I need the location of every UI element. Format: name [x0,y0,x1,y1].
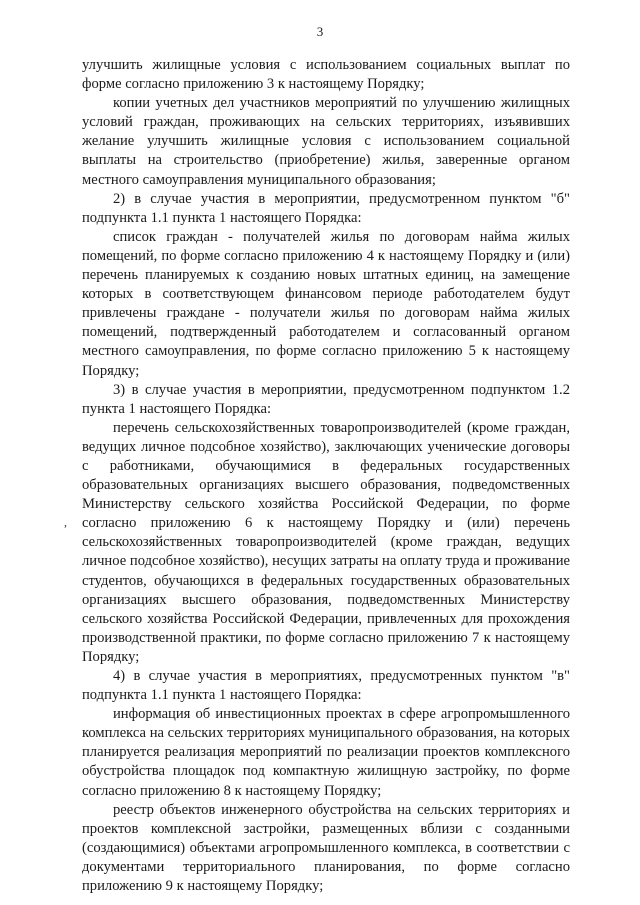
paragraph-7: 4) в случае участия в мероприятиях, предусмотренных пунктом "в" подпункта 1.1 пункта 1 настоящего Порядка: [82,668,570,704]
paragraph-2: копии учетных дел участников мероприятий по улучшению жилищных условий граждан, проживающих на сельских территориях, изъявивших желание улучшить жилищные условия с использованием социальной выплаты на строительство (приобретение) жилья, заверенные органом местного самоуправления муниципального образования; [82,95,570,188]
paragraph-9: реестр объектов инженерного обустройства на сельских территориях и проектов комплексной застройки, размещенных вблизи с созданными (создающимися) объектами агропромышленного комплекса, в соответствии с документами территориального планирования, по форме согласно приложению 9 к настоящему Порядку; [82,801,570,895]
paragraph-1: улучшить жилищные условия с использованием социальных выплат по форме согласно приложению 3 к настоящему Порядку; [82,57,570,93]
paragraph-5: 3) в случае участия в мероприятии, предусмотренном подпунктом 1.2 пункта 1 настоящего Порядка: [82,381,570,417]
document-body [82,56,570,896]
page-number: 3 [316,24,324,39]
paragraph-8: информация об инвестиционных проектах в сфере агропромышленного комплекса на сельских территориях муниципального образования, на которых планируется реализация мероприятий по реализации проектов комплексного обустройства площадок под компактную жилищную застройку, по форме согласно приложению 8 к настоящему Порядку; [82,706,570,799]
paragraph-3: 2) в случае участия в мероприятии, предусмотренном пунктом "б" подпункта 1.1 пункта 1 настоящего Порядка: [82,190,570,226]
paragraph-4: список граждан - получателей жилья по договорам найма жилых помещений, по форме согласно приложению 4 к настоящему Порядку и (или) перечень планируемых к созданию новых штатных единиц, на замещение которых в соответствующем финансовом периоде работодателем будут привлечены граждане - получатели жилья по договорам найма жилых помещений, подтвержденный работодателем и согласованный органом местного самоуправления, по форме согласно приложению 5 к настоящему Порядку; [82,228,570,379]
margin-mark: , [64,515,67,529]
paragraph-6: перечень сельскохозяйственных товаропроизводителей (кроме граждан, ведущих личное подсобное хозяйство), заключающих ученические договоры с работниками, обучающимися в федеральных государственных образовательных организациях высшего образования, подведомственных Министерству сельского хозяйства Российской Федерации, по форме согласно приложению 6 к настоящему Порядку и (или) перечень сельскохозяйственных товаропроизводителей (кроме граждан, ведущих личное подсобное хозяйство), несущих затраты на оплату труда и проживание студентов, обучающихся в федеральных государственных образовательных организациях высшего образования, подведомственных Министерству сельского хозяйства Российской Федерации, привлеченных для прохождения производственной практики, по форме согласно приложению 7 к настоящему Порядку; [82,419,570,665]
